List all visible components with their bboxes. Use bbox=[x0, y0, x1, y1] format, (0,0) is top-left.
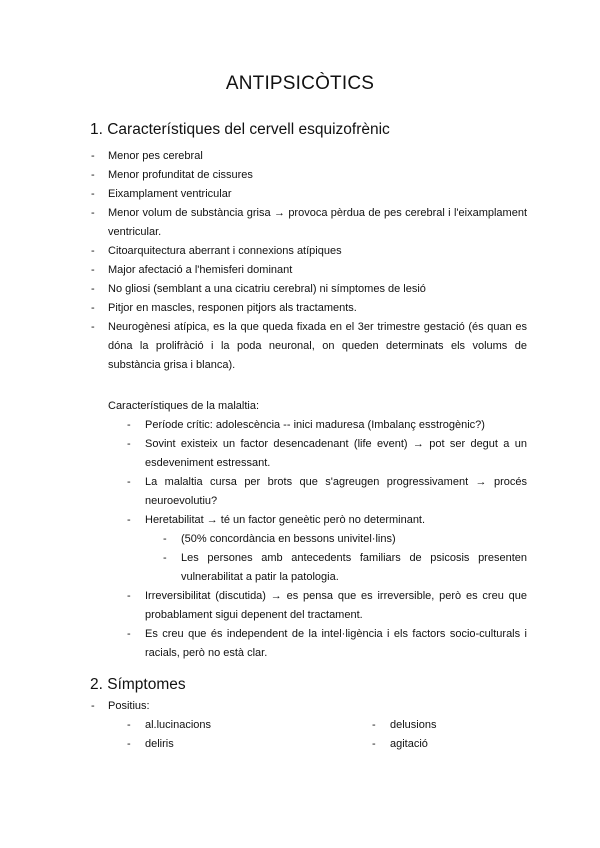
list-item bbox=[91, 204, 527, 242]
list-item bbox=[91, 299, 527, 318]
list-item-text: Les persones amb antecedents familiars de psicosis presenten vulnerabilitat a patir la patologia. bbox=[181, 552, 527, 583]
list-item bbox=[163, 549, 527, 587]
list-item-text: Heretabilitat → té un factor geneètic però no determinant. bbox=[145, 514, 426, 526]
bullet: - bbox=[91, 150, 95, 162]
bullet: - bbox=[91, 264, 95, 276]
brain-features-list bbox=[91, 147, 527, 375]
list-item bbox=[127, 435, 527, 473]
bullet: - bbox=[127, 738, 131, 750]
disease-features-list-continued bbox=[127, 587, 527, 663]
list-item-text: Període crític: adolescència -- inici maduresa (Imbalanç esstrogènic?) bbox=[145, 419, 485, 431]
page-title: ANTIPSICÒTICS bbox=[225, 73, 375, 94]
positive-symptoms-label: Positius: bbox=[108, 700, 150, 712]
bullet: - bbox=[127, 590, 131, 602]
list-item-text: Menor volum de substància grisa → provoca pèrdua de pes cerebral i l'eixamplament ventricular. bbox=[108, 207, 527, 238]
list-item bbox=[127, 473, 527, 511]
list-item bbox=[127, 625, 527, 663]
list-item-text: (50% concordància en bessons univitel·lins) bbox=[181, 533, 396, 545]
list-item-text: Menor pes cerebral bbox=[108, 150, 203, 162]
list-item-text: delusions bbox=[390, 719, 437, 731]
positive-symptoms-left-column bbox=[127, 716, 345, 754]
bullet: - bbox=[91, 188, 95, 200]
bullet: - bbox=[91, 245, 95, 257]
bullet: - bbox=[91, 321, 95, 333]
list-item-text: Eixamplament ventricular bbox=[108, 188, 232, 200]
list-item bbox=[372, 735, 527, 754]
bullet: - bbox=[127, 476, 131, 488]
list-item bbox=[91, 318, 527, 375]
disease-features-list bbox=[127, 416, 527, 530]
bullet: - bbox=[127, 438, 131, 450]
bullet: - bbox=[127, 514, 131, 526]
bullet: - bbox=[91, 700, 95, 712]
list-item-text: Neurogènesi atípica, es la que queda fixada en el 3er trimestre gestació (és quan es dóna la prolifràció i la poda neuronal, on queden determinats els volums de substància grisa i blanca). bbox=[108, 321, 527, 371]
bullet: - bbox=[163, 533, 167, 545]
section-1-heading: 1. Característiques del cervell esquizofrènic bbox=[90, 121, 390, 138]
bullet: - bbox=[127, 719, 131, 731]
bullet: - bbox=[91, 169, 95, 181]
symptoms-list bbox=[91, 697, 527, 716]
list-item bbox=[127, 511, 527, 530]
list-item bbox=[91, 242, 527, 261]
list-item bbox=[127, 587, 527, 625]
list-item bbox=[91, 697, 527, 716]
bullet: - bbox=[163, 552, 167, 564]
list-item-text: La malaltia cursa per brots que s'agreugen progressivament → procés neuroevolutiu? bbox=[145, 476, 527, 507]
list-item-text: agitació bbox=[390, 738, 428, 750]
section-2-heading: 2. Símptomes bbox=[90, 676, 186, 693]
list-item-text: Major afectació a l'hemisferi dominant bbox=[108, 264, 293, 276]
list-item bbox=[127, 716, 345, 735]
bullet: - bbox=[372, 719, 376, 731]
bullet: - bbox=[127, 628, 131, 640]
list-item-text: Irreversibilitat (discutida) → es pensa que es irreversible, però es creu que probablament sigui depenent del tractament. bbox=[145, 590, 527, 621]
list-item bbox=[163, 530, 527, 549]
list-item bbox=[91, 261, 527, 280]
list-item bbox=[91, 280, 527, 299]
list-item bbox=[91, 166, 527, 185]
bullet: - bbox=[372, 738, 376, 750]
disease-features-heading: Característiques de la malaltia: bbox=[108, 400, 260, 412]
bullet: - bbox=[91, 283, 95, 295]
bullet: - bbox=[127, 419, 131, 431]
heritability-sublist bbox=[163, 530, 527, 587]
list-item-text: No gliosi (semblant a una cicatriu cerebral) ni símptomes de lesió bbox=[108, 283, 426, 295]
bullet: - bbox=[91, 207, 95, 219]
list-item-text: Sovint existeix un factor desencadenant (life event) → pot ser degut a un esdeveniment estressant. bbox=[145, 438, 527, 469]
positive-symptoms-right-column bbox=[372, 716, 527, 754]
list-item bbox=[127, 416, 527, 435]
list-item bbox=[127, 735, 345, 754]
list-item bbox=[91, 185, 527, 204]
list-item-text: deliris bbox=[145, 738, 174, 750]
list-item-text: Pitjor en mascles, responen pitjors als tractaments. bbox=[108, 302, 357, 314]
list-item-text: Menor profunditat de cissures bbox=[108, 169, 253, 181]
list-item bbox=[91, 147, 527, 166]
list-item-text: al.lucinacions bbox=[145, 719, 212, 731]
list-item-text: Citoarquitectura aberrant i connexions atípiques bbox=[108, 245, 342, 257]
bullet: - bbox=[91, 302, 95, 314]
list-item-text: Es creu que és independent de la intel·ligència i els factors socio-culturals i racials, però no està clar. bbox=[145, 628, 527, 659]
list-item bbox=[372, 716, 527, 735]
